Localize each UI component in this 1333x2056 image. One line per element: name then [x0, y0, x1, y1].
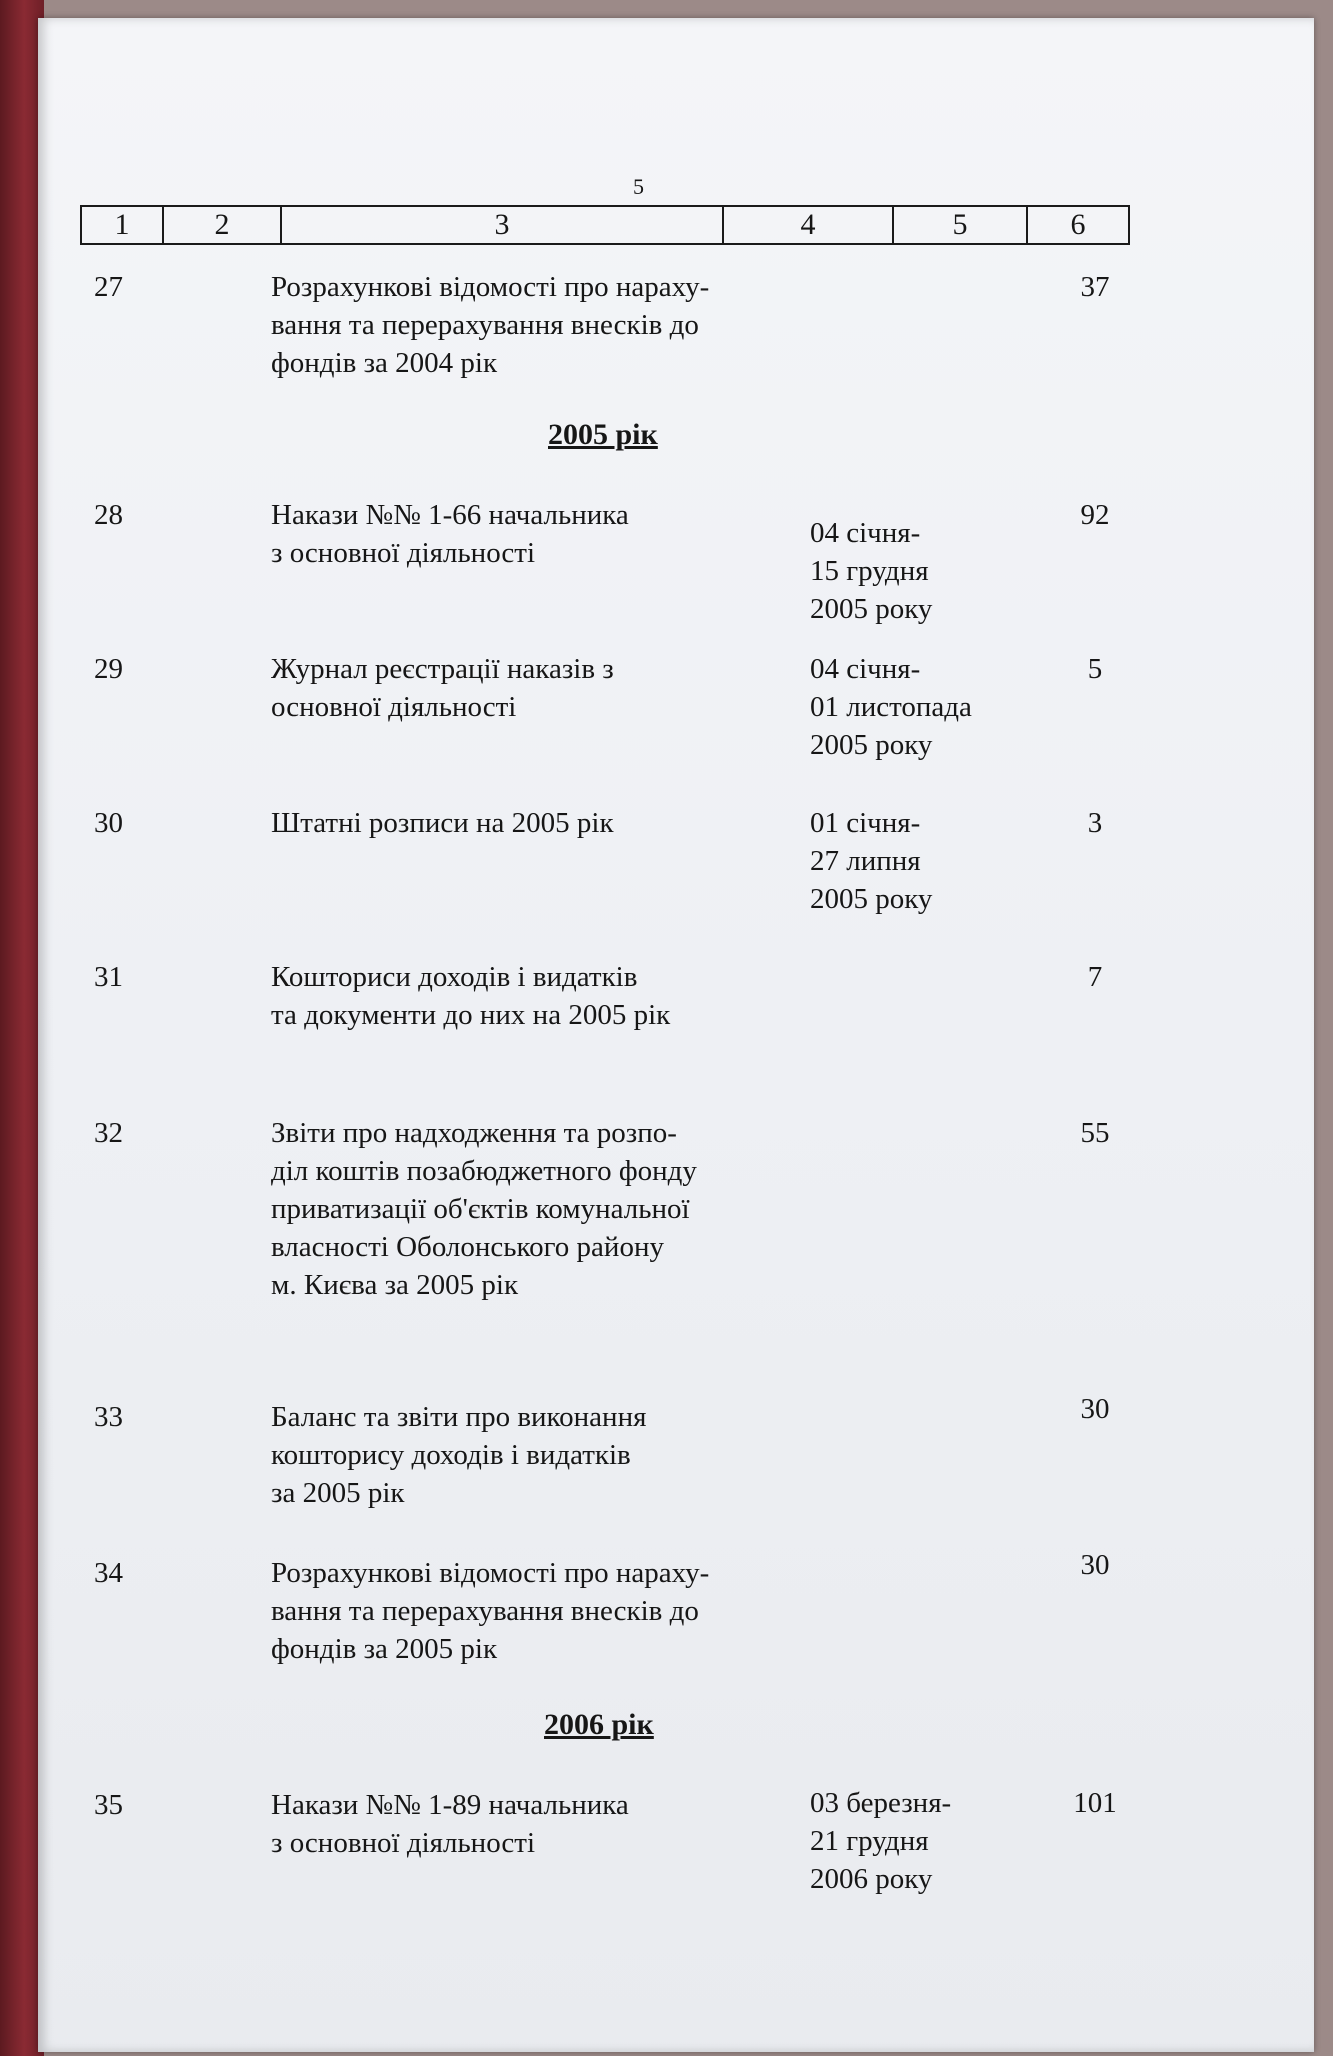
entry-title-line: основної діяльності — [271, 691, 517, 723]
entry-title-line: Звіти про надходження та розпо- — [271, 1117, 677, 1149]
entry-title-line: приватизації об'єктів комунальної — [271, 1193, 690, 1225]
entry-date-line: 2005 року — [810, 729, 933, 761]
entry-number: 35 — [94, 1789, 123, 1821]
entry-date-line: 04 січня- — [810, 517, 921, 549]
entry-date-line: 01 січня- — [810, 807, 921, 839]
page-number: 5 — [633, 174, 644, 199]
entry-number: 34 — [94, 1557, 123, 1589]
entry-sheet-count: 30 — [1080, 1393, 1110, 1425]
entry-dates — [810, 650, 1010, 764]
entry-title — [271, 1398, 791, 1512]
entry-title-line: Кошториси доходів і видатків — [271, 961, 638, 993]
entry-title-line: з основної діяльності — [271, 537, 536, 569]
entry-sheet-count: 30 — [1080, 1549, 1110, 1581]
entry-number: 28 — [94, 499, 123, 531]
entry-sheet-count: 5 — [1087, 653, 1103, 685]
entry-date-line: 15 грудня — [810, 555, 929, 587]
entry-title — [271, 496, 791, 572]
entry-date-line: 21 грудня — [810, 1825, 929, 1857]
entry-sheet-count: 92 — [1080, 499, 1110, 531]
entry-title — [271, 1114, 791, 1304]
entry-title-line: фондів за 2004 рік — [271, 347, 498, 379]
column-header-table — [80, 205, 1130, 245]
entry-title-line: вання та перерахування внесків до — [271, 1595, 699, 1627]
entry-number: 30 — [94, 807, 123, 839]
entry-number: 27 — [94, 271, 123, 303]
entry-title-line: Накази №№ 1-89 начальника — [271, 1789, 629, 1821]
entry-date-line: 04 січня- — [810, 653, 921, 685]
entry-sheet-count: 3 — [1087, 807, 1103, 839]
entry-title-line: Журнал реєстрації наказів з — [271, 653, 614, 685]
entry-date-line: 2005 року — [810, 883, 933, 915]
section-year-heading: 2005 рік — [548, 418, 658, 451]
entry-title-line: та документи до них на 2005 рік — [271, 999, 671, 1031]
entry-title — [271, 650, 791, 726]
entry-title — [271, 1554, 791, 1668]
entry-number: 33 — [94, 1401, 123, 1433]
entry-title-line: діл коштів позабюджетного фонду — [271, 1155, 697, 1187]
entry-dates — [810, 804, 1010, 918]
entry-date-line: 2006 року — [810, 1863, 933, 1895]
entry-dates — [810, 1784, 1010, 1898]
entry-title-line: кошторису доходів і видатків — [271, 1439, 631, 1471]
entry-number: 29 — [94, 653, 123, 685]
entry-title-line: Розрахункові відомості про нараху- — [271, 1557, 710, 1589]
entry-title-line: фондів за 2005 рік — [271, 1633, 498, 1665]
entry-date-line: 01 листопада — [810, 691, 972, 723]
column-header-2: 2 — [163, 206, 281, 244]
entry-date-line: 03 березня- — [810, 1787, 952, 1819]
entry-title-line: Штатні розписи на 2005 рік — [271, 807, 614, 839]
entry-title-line: вання та перерахування внесків до — [271, 309, 699, 341]
entry-dates — [810, 514, 1010, 628]
entry-title-line: м. Києва за 2005 рік — [271, 1269, 519, 1301]
entry-date-line: 2005 року — [810, 593, 933, 625]
entry-title — [271, 1786, 791, 1862]
entry-sheet-count: 37 — [1080, 271, 1110, 303]
entry-sheet-count: 7 — [1087, 961, 1103, 993]
section-year-heading: 2006 рік — [544, 1708, 654, 1741]
entry-sheet-count: 101 — [1073, 1787, 1117, 1819]
column-header-6: 6 — [1027, 206, 1129, 244]
entry-title-line: Розрахункові відомості про нараху- — [271, 271, 710, 303]
column-header-4: 4 — [723, 206, 893, 244]
entry-sheet-count: 55 — [1080, 1117, 1110, 1149]
entry-title — [271, 958, 791, 1034]
entry-date-line: 27 липня — [810, 845, 921, 877]
entry-title-line: Накази №№ 1-66 начальника — [271, 499, 629, 531]
entry-number: 31 — [94, 961, 123, 993]
column-header-3: 3 — [281, 206, 723, 244]
column-header-5: 5 — [893, 206, 1027, 244]
entry-title-line: за 2005 рік — [271, 1477, 405, 1509]
entry-title-line: з основної діяльності — [271, 1827, 536, 1859]
document-page — [38, 18, 1314, 2052]
entry-title-line: власності Оболонського району — [271, 1231, 664, 1263]
entry-number: 32 — [94, 1117, 123, 1149]
entry-title-line: Баланс та звіти про виконання — [271, 1401, 647, 1433]
column-header-1: 1 — [81, 206, 163, 244]
entry-title — [271, 804, 791, 842]
entry-title — [271, 268, 791, 382]
